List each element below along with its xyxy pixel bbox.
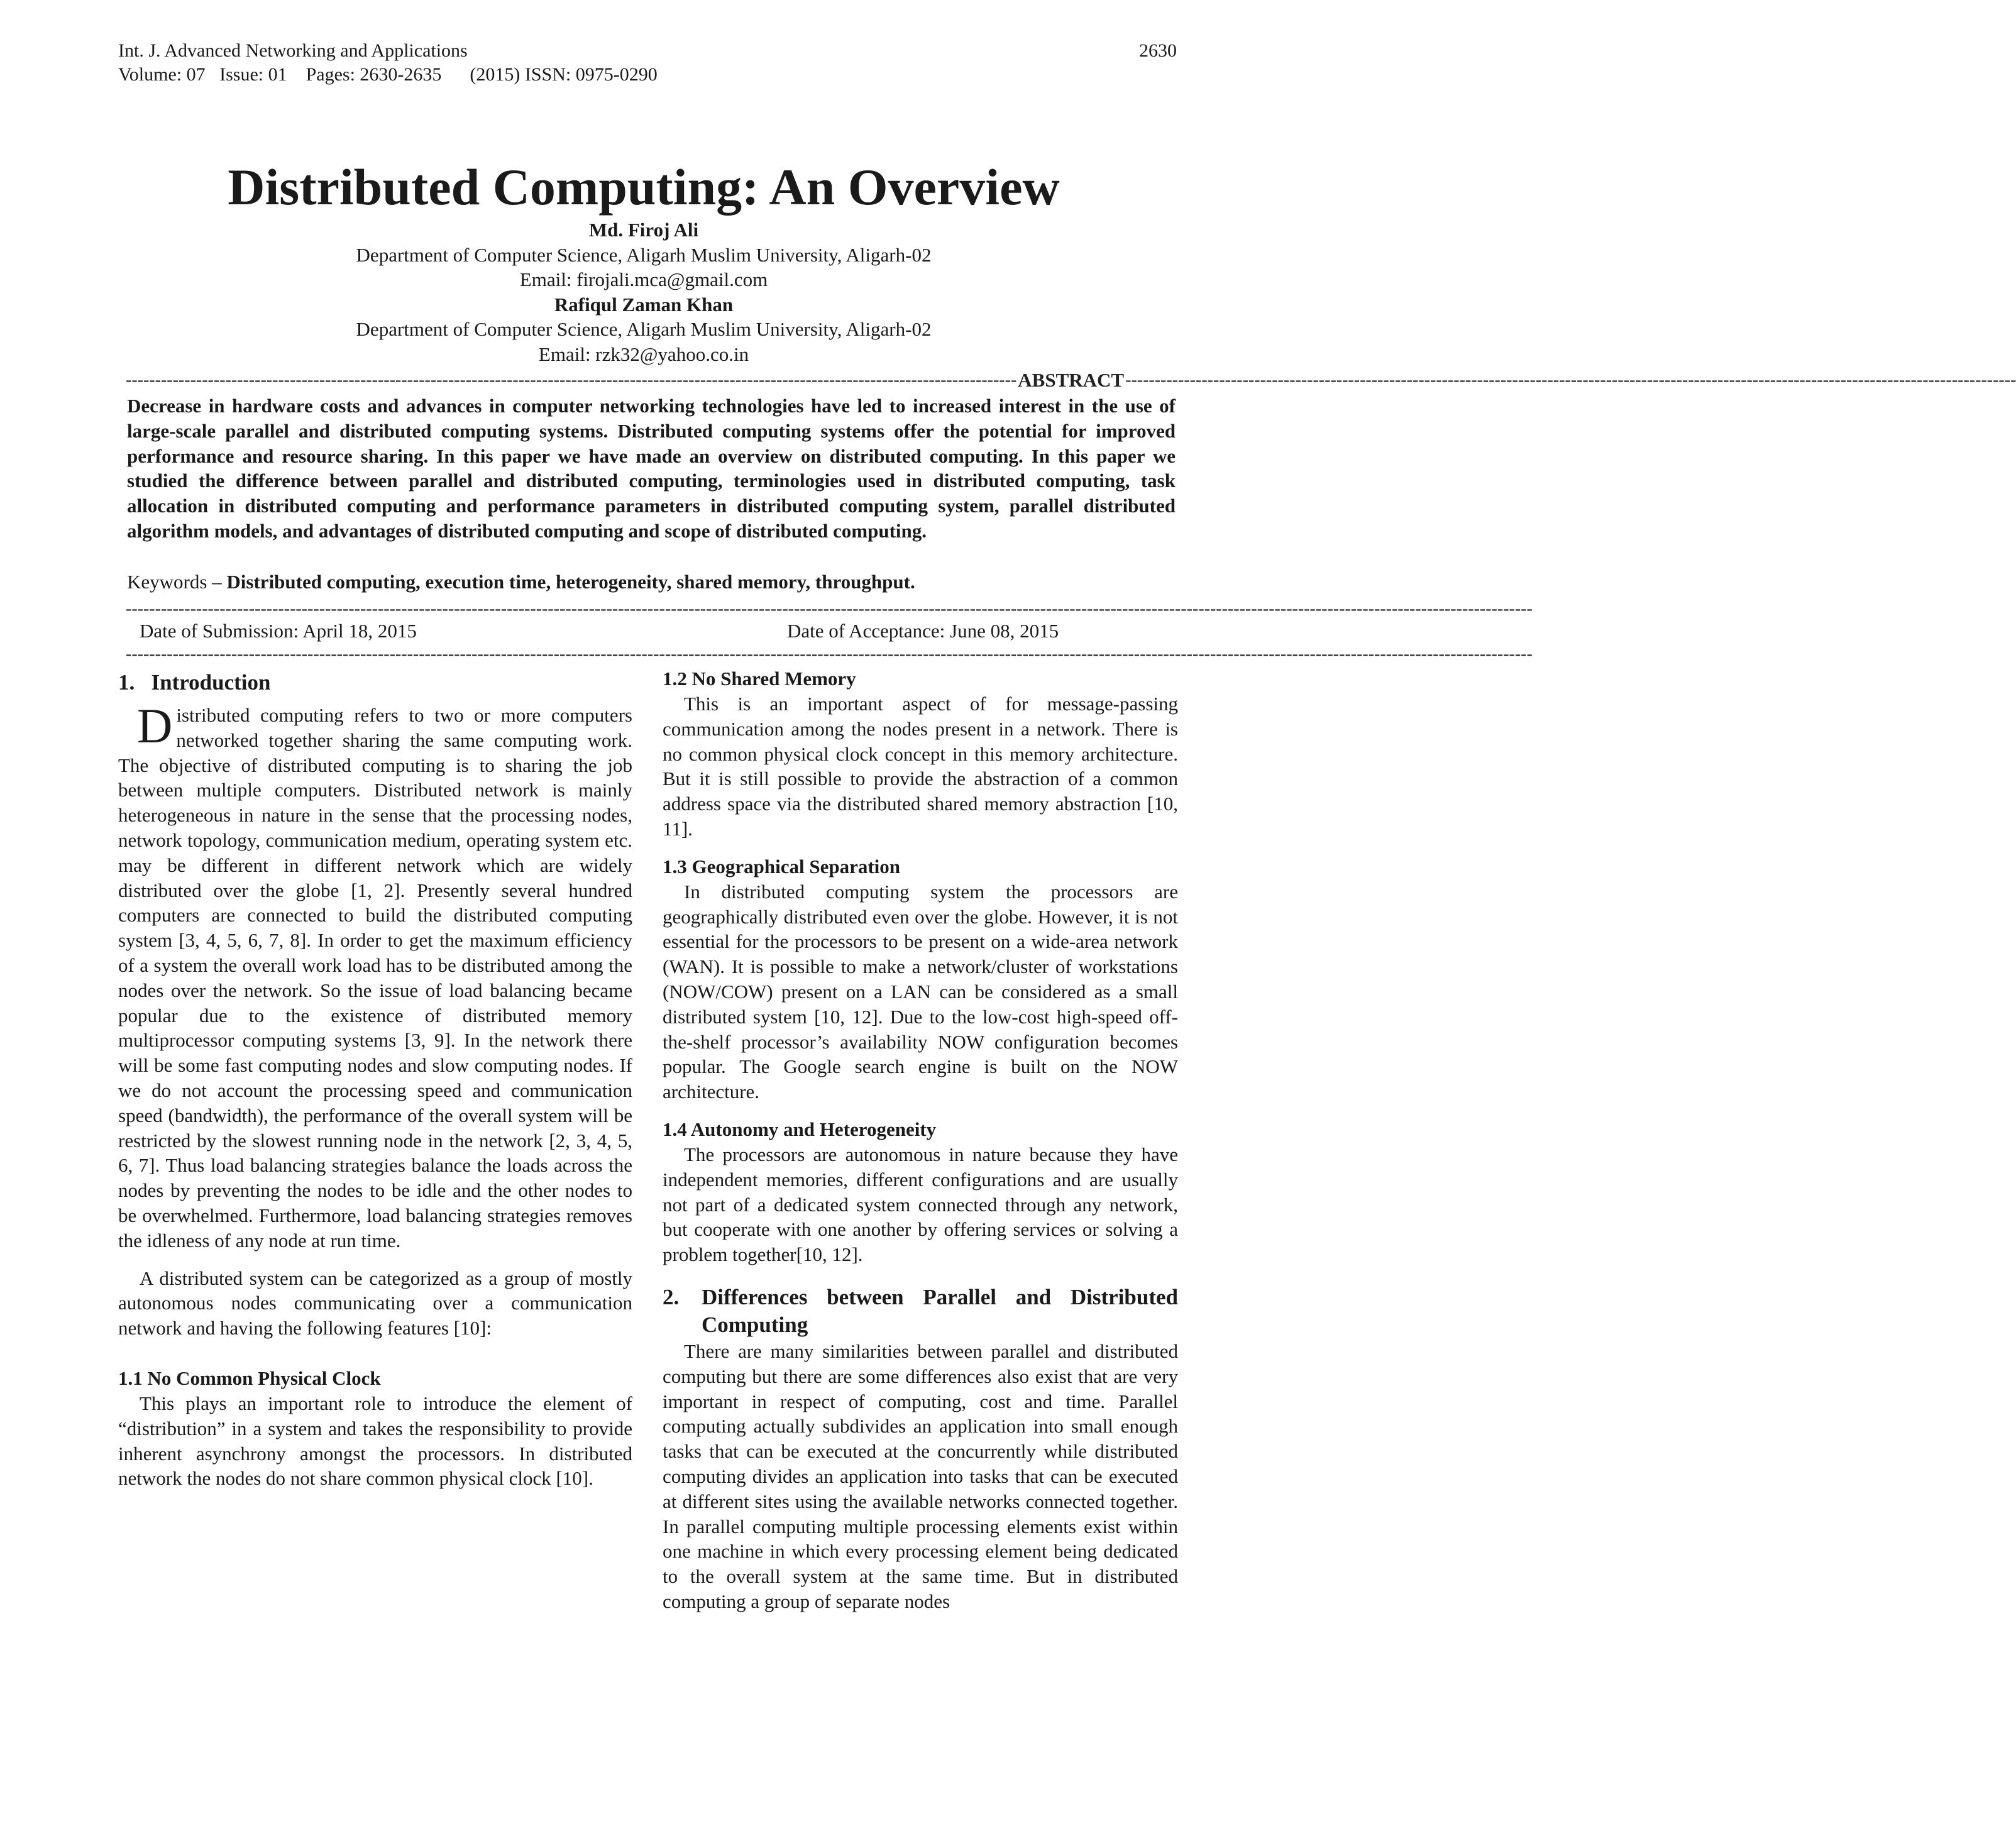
author-name: Rafiqul Zaman Khan	[554, 293, 734, 316]
running-header	[118, 39, 658, 87]
author-block	[0, 217, 1287, 366]
subsection-heading: 1.1 No Common Physical Clock	[118, 1367, 381, 1389]
page-number: 2630	[1139, 40, 1177, 61]
submission-date: Date of Submission: April 18, 2015	[140, 620, 417, 642]
journal-name: Int. J. Advanced Networking and Applications	[118, 40, 468, 61]
abstract-label: ABSTRACT	[1018, 369, 1125, 391]
drop-cap: D	[137, 698, 173, 753]
subsection-text: This plays an important role to introduce the element of “distribution” in a system and takes the responsibility to provide inherent asynchrony amongst the processors. In distributed network the nodes do not share common physical clock [10].	[118, 1392, 632, 1490]
section-number: 2.	[663, 1284, 680, 1309]
intro-paragraph: A distributed system can be categorized as a group of mostly autonomous nodes communicating over a communication network and having the following features [10]:	[118, 1267, 632, 1340]
abstract-text: Decrease in hardware costs and advances in computer networking technologies have led to increased interest in the use of large-scale parallel and distributed computing systems. Distributed computing systems offer the potential for improved performance and resource sharing. In this paper we have made an overview on distributed computing. In this paper we studied the difference between parallel and distributed computing, terminologies used in distributed computing, task allocation in distributed computing and performance parameters in distributed computing system, parallel distributed algorithm models, and advantages of distributed computing and scope of distributed computing.	[127, 395, 1176, 542]
section-heading	[663, 1284, 1178, 1339]
divider-line: ------------------------------------------------------------------------------------------------------------------------------------------------------------------------------------------------------------------------------------------------	[126, 599, 1533, 619]
subsection-heading: 1.3 Geographical Separation	[663, 855, 901, 877]
keywords	[127, 569, 1176, 595]
subsection-text: This is an important aspect of for message-passing communication among the nodes present in a network. There is no common physical clock concept in this memory architecture. But it is still possible to provide the abstraction of a common address space via the distributed shared memory abstraction [10, 11].	[663, 693, 1178, 840]
issue-line: Volume: 07 Issue: 01 Pages: 2630-2635 (2015) ISSN: 0975-0290	[118, 64, 658, 85]
abstract-divider: -------------------------------------------------------------------------------------------------------------------------------------------------------- ABSTRACT --------------------------------------------------------------------------------------------------------------------------------------------------------	[126, 369, 2016, 391]
author-affiliation: Department of Computer Science, Aligarh Muslim University, Aligarh-02	[356, 318, 932, 340]
section-text: There are many similarities between parallel and distributed computing but there are some differences also exist that are very important in respect of computing, cost and time. Parallel computing actually subdivides an application into small enough tasks that can be executed at the concurrently while distributed computing divides an application into tasks that can be executed at different sites using the available networks connected together. In parallel computing multiple processing elements exist within one machine in which every processing element being dedicated to the overall system at the same time. But in distributed computing a group of separate nodes	[663, 1340, 1178, 1612]
subsection-text: The processors are autonomous in nature because they have independent memories, different configurations and are usually not part of a dedicated system connected through any network, but cooperate with one another by offering services or solving a problem together[10, 12].	[663, 1143, 1178, 1266]
subsection-heading: 1.2 No Shared Memory	[663, 668, 856, 690]
intro-paragraph: Distributed computing refers to two or more computers networked together sharing the same computing work. The objective of distributed computing is to sharing the job between multiple computers. Distributed network is mainly heterogeneous in nature in the sense that the processing nodes, network topology, communication medium, operating system etc. may be different in different network which are widely distributed over the globe [1, 2]. Presently several hundred computers are connected to build the distributed computing system [3, 4, 5, 6, 7, 8]. In order to get the maximum efficiency of a system the overall work load has to be distributed among the nodes over the network. So the issue of load balancing became popular due to the existence of distributed memory multiprocessor computing systems [3, 9]. In the network there will be some fast computing nodes and slow computing nodes. If we do not account the processing speed and communication speed (bandwidth), the performance of the overall system will be restricted by the slowest running node in the network [2, 3, 4, 5, 6, 7]. Thus load balancing strategies balance the loads across the nodes by preventing the nodes to be idle and the other nodes to be overwhelmed. Furthermore, load balancing strategies removes the idleness of any node at run time.	[118, 698, 632, 1252]
author-name: Md. Firoj Ali	[588, 219, 699, 241]
author-email: Email: firojali.mca@gmail.com	[519, 268, 768, 290]
keywords-list: Distributed computing, execution time, heterogeneity, shared memory, throughput.	[226, 571, 915, 593]
paper-title: Distributed Computing: An Overview	[228, 158, 1060, 216]
divider-line: ------------------------------------------------------------------------------------------------------------------------------------------------------------------------------------------------------------------------------------------------	[126, 644, 1533, 664]
right-column	[663, 666, 1178, 1614]
section-title: Differences between Parallel and Distributed Computing	[702, 1284, 1178, 1337]
acceptance-date: Date of Acceptance: June 08, 2015	[787, 620, 1059, 642]
keywords-label: Keywords –	[127, 571, 227, 593]
subsection-text: In distributed computing system the processors are geographically distributed even over the globe. However, it is not essential for the processors to be present on a wide-area network (WAN). It is possible to make a network/cluster of workstations (NOW/COW) present on a LAN can be considered as a small distributed system [10, 12]. Due to the low-cost high-speed off-the-shelf processor’s availability NOW configuration becomes popular. The Google search engine is built on the NOW architecture.	[663, 880, 1178, 1103]
author-email: Email: rzk32@yahoo.co.in	[538, 343, 749, 365]
section-heading: 1. Introduction	[118, 670, 271, 695]
left-column	[118, 666, 632, 1491]
author-affiliation: Department of Computer Science, Aligarh Muslim University, Aligarh-02	[356, 243, 932, 266]
subsection-heading: 1.4 Autonomy and Heterogeneity	[663, 1118, 937, 1140]
